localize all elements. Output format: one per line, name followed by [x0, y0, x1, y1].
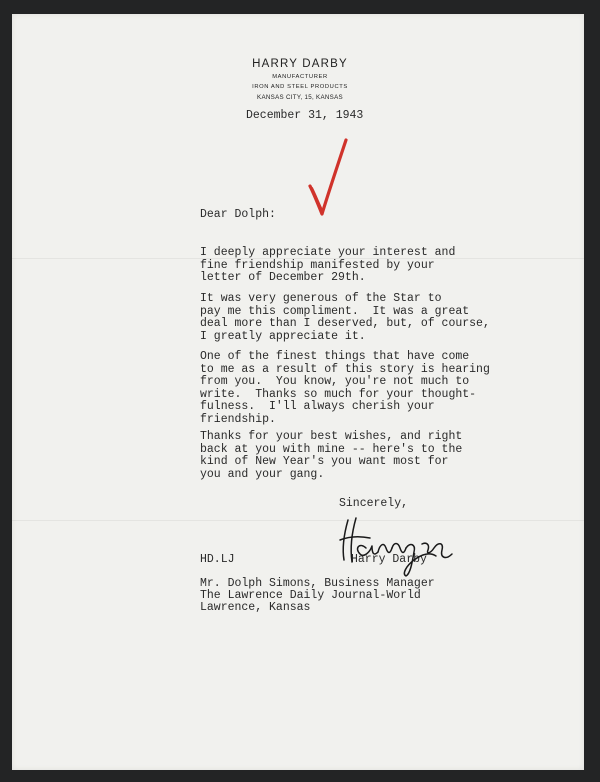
paragraph: It was very generous of the Star to pay me this compliment. It was a great deal more than I deserved, but, of course, I greatly appreciate it.	[200, 292, 490, 343]
paragraph: I deeply appreciate your interest and fine friendship manifested by your letter of December 29th.	[200, 246, 456, 285]
closing: Sincerely,	[339, 497, 409, 510]
recipient-line-1: Mr. Dolph Simons, Business Manager	[200, 577, 435, 590]
paragraph: Thanks for your best wishes, and right back at you with mine -- here's to the kind of New Year's you want most for you and your gang.	[200, 430, 463, 481]
typist-initials: HD.LJ	[200, 553, 235, 566]
letterhead-products: IRON AND STEEL PRODUCTS	[252, 84, 348, 90]
letterhead-city: KANSAS CITY, 15, KANSAS	[257, 94, 343, 101]
recipient-line-2: The Lawrence Daily Journal-World	[200, 589, 421, 602]
paper-fold	[12, 520, 584, 521]
recipient-line-3: Lawrence, Kansas	[200, 601, 311, 614]
handwritten-signature	[326, 514, 466, 580]
letterhead-occupation: MANUFACTURER	[272, 74, 328, 80]
salutation: Dear Dolph:	[200, 208, 276, 221]
signer-name: Harry Darby	[351, 553, 427, 566]
letterhead-name: HARRY DARBY	[252, 58, 348, 70]
paragraph: One of the finest things that have come to me as a result of this story is hearing from you. You know, you're not much to write. Thanks so much for your thought- fulness. I'll always cherish your friendship.	[200, 350, 490, 426]
red-checkmark-icon	[300, 134, 360, 224]
letter-date: December 31, 1943	[246, 109, 364, 122]
